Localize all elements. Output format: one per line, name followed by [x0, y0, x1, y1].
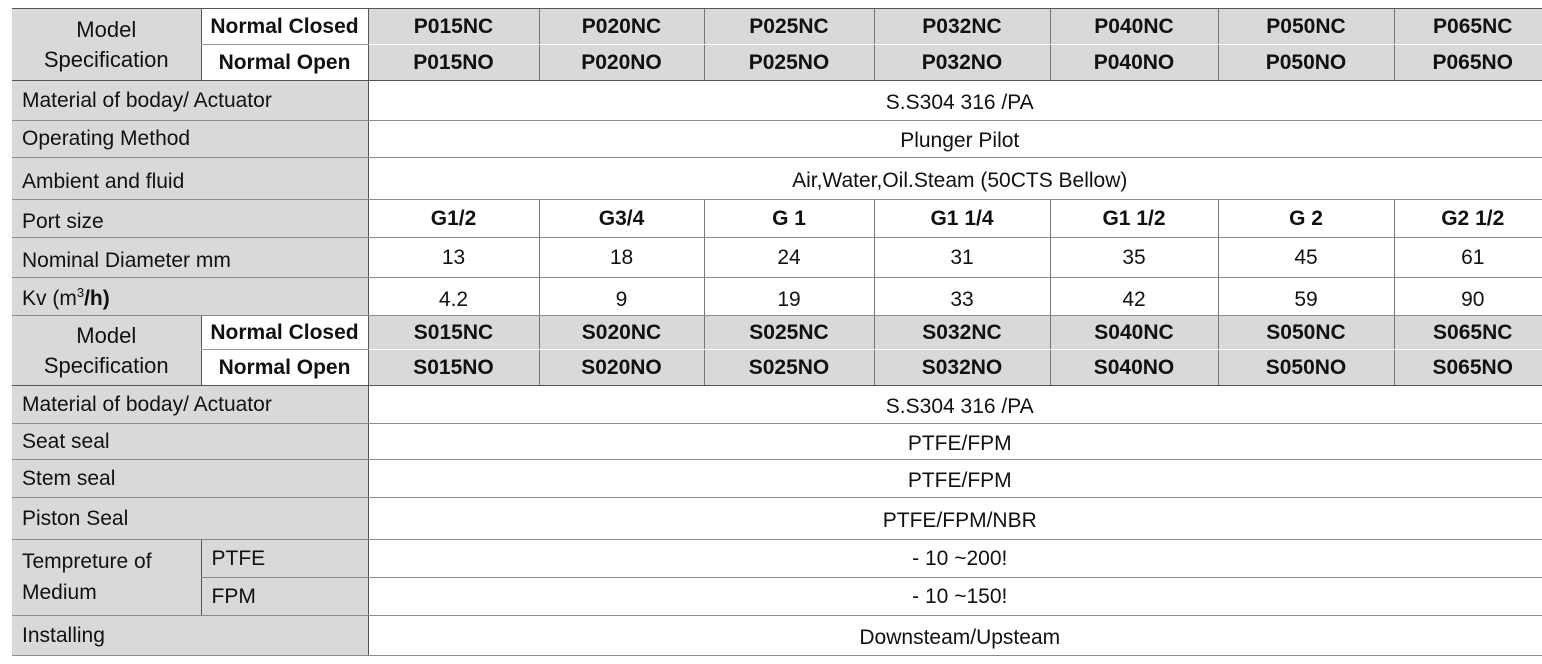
kv-value: 4.2 — [368, 278, 539, 316]
operating-method-label: Operating Method — [12, 121, 368, 158]
kv-label-superscript: 3 — [76, 285, 85, 301]
piston-seal-value: PTFE/FPM/NBR — [368, 498, 1542, 540]
port-size-value: G1 1/2 — [1050, 200, 1218, 238]
table-row — [12, 498, 1542, 540]
kv-value: 42 — [1050, 278, 1218, 316]
model-code-nc: S015NC — [368, 316, 539, 350]
model-code-no: P050NO — [1218, 45, 1394, 81]
model-code-no: P040NO — [1050, 45, 1218, 81]
table-row — [12, 540, 1542, 578]
temp-ptfe-label: PTFE — [201, 540, 368, 578]
nominal-diameter-value: 31 — [874, 238, 1050, 278]
material-body-actuator-label: Material of boday/ Actuator — [12, 81, 368, 121]
material-body-actuator-s-value: S.S304 316 /PA — [368, 386, 1542, 424]
ambient-and-fluid-value: Air,Water,Oil.Steam (50CTS Bellow) — [368, 158, 1542, 200]
table-row — [12, 81, 1542, 121]
table-row — [12, 578, 1542, 616]
model-code-no: P032NO — [874, 45, 1050, 81]
seat-seal-label: Seat seal — [12, 424, 368, 460]
model-code-nc: P050NC — [1218, 9, 1394, 45]
table-row — [12, 9, 1542, 45]
temp-fpm-value: - 10 ~150! — [368, 578, 1542, 616]
model-code-nc: P015NC — [368, 9, 539, 45]
model-code-nc: S050NC — [1218, 316, 1394, 350]
model-code-nc: P020NC — [539, 9, 704, 45]
kv-label-unit: /h) — [84, 287, 110, 311]
kv-value: 59 — [1218, 278, 1394, 316]
operating-method-value: Plunger Pilot — [368, 121, 1542, 158]
model-spec-label: Model Specification — [12, 316, 201, 386]
model-spec-label: Model Specification — [12, 9, 201, 81]
nominal-diameter-value: 35 — [1050, 238, 1218, 278]
table-row — [12, 121, 1542, 158]
temp-ptfe-value: - 10 ~200! — [368, 540, 1542, 578]
normal-closed-label: Normal Closed — [201, 9, 368, 45]
kv-value: 90 — [1394, 278, 1542, 316]
table-row — [12, 386, 1542, 424]
table-row — [12, 616, 1542, 656]
installing-label: Installing — [12, 616, 368, 656]
table-row — [12, 158, 1542, 200]
port-size-value: G 1 — [704, 200, 874, 238]
kv-label-text: Kv (m — [22, 287, 77, 311]
table-row — [12, 45, 1542, 81]
port-size-value: G2 1/2 — [1394, 200, 1542, 238]
table-row — [12, 238, 1542, 278]
normal-open-label: Normal Open — [201, 350, 368, 386]
port-size-value: G3/4 — [539, 200, 704, 238]
kv-label — [12, 278, 368, 316]
model-code-nc: S032NC — [874, 316, 1050, 350]
nominal-diameter-value: 45 — [1218, 238, 1394, 278]
model-code-no: S040NO — [1050, 350, 1218, 386]
model-code-nc: P040NC — [1050, 9, 1218, 45]
temp-fpm-label: FPM — [201, 578, 368, 616]
model-code-no: S050NO — [1218, 350, 1394, 386]
nominal-diameter-value: 24 — [704, 238, 874, 278]
nominal-diameter-value: 61 — [1394, 238, 1542, 278]
model-code-nc: S065NC — [1394, 316, 1542, 350]
nominal-diameter-label: Nominal Diameter mm — [12, 238, 368, 278]
normal-closed-label: Normal Closed — [201, 316, 368, 350]
model-code-no: P020NO — [539, 45, 704, 81]
model-code-no: S032NO — [874, 350, 1050, 386]
model-code-nc: S025NC — [704, 316, 874, 350]
ambient-and-fluid-label: Ambient and fluid — [12, 158, 368, 200]
table-row — [12, 350, 1542, 386]
kv-value: 19 — [704, 278, 874, 316]
model-code-no: S020NO — [539, 350, 704, 386]
table-row — [12, 200, 1542, 238]
model-code-no: P015NO — [368, 45, 539, 81]
normal-open-label: Normal Open — [201, 45, 368, 81]
port-size-value: G1/2 — [368, 200, 539, 238]
port-size-value: G1 1/4 — [874, 200, 1050, 238]
model-code-no: P065NO — [1394, 45, 1542, 81]
kv-value: 9 — [539, 278, 704, 316]
port-size-label: Port size — [12, 200, 368, 238]
model-code-no: P025NO — [704, 45, 874, 81]
valve-spec-table — [12, 8, 1542, 656]
seat-seal-value: PTFE/FPM — [368, 424, 1542, 460]
table-row — [12, 316, 1542, 350]
stem-seal-label: Stem seal — [12, 460, 368, 498]
table-row — [12, 278, 1542, 316]
piston-seal-label: Piston Seal — [12, 498, 368, 540]
model-code-nc: P025NC — [704, 9, 874, 45]
material-body-actuator-value: S.S304 316 /PA — [368, 81, 1542, 121]
table-row — [12, 424, 1542, 460]
model-code-nc: S040NC — [1050, 316, 1218, 350]
nominal-diameter-value: 18 — [539, 238, 704, 278]
model-code-nc: S020NC — [539, 316, 704, 350]
model-code-nc: P032NC — [874, 9, 1050, 45]
model-code-no: S015NO — [368, 350, 539, 386]
model-code-no: S025NO — [704, 350, 874, 386]
model-code-no: S065NO — [1394, 350, 1542, 386]
table-row — [12, 460, 1542, 498]
stem-seal-value: PTFE/FPM — [368, 460, 1542, 498]
port-size-value: G 2 — [1218, 200, 1394, 238]
model-code-nc: P065NC — [1394, 9, 1542, 45]
nominal-diameter-value: 13 — [368, 238, 539, 278]
installing-value: Downsteam/Upsteam — [368, 616, 1542, 656]
material-body-actuator-s-label: Material of boday/ Actuator — [12, 386, 368, 424]
temperature-of-medium-label: Tempreture of Medium — [12, 540, 201, 616]
kv-value: 33 — [874, 278, 1050, 316]
